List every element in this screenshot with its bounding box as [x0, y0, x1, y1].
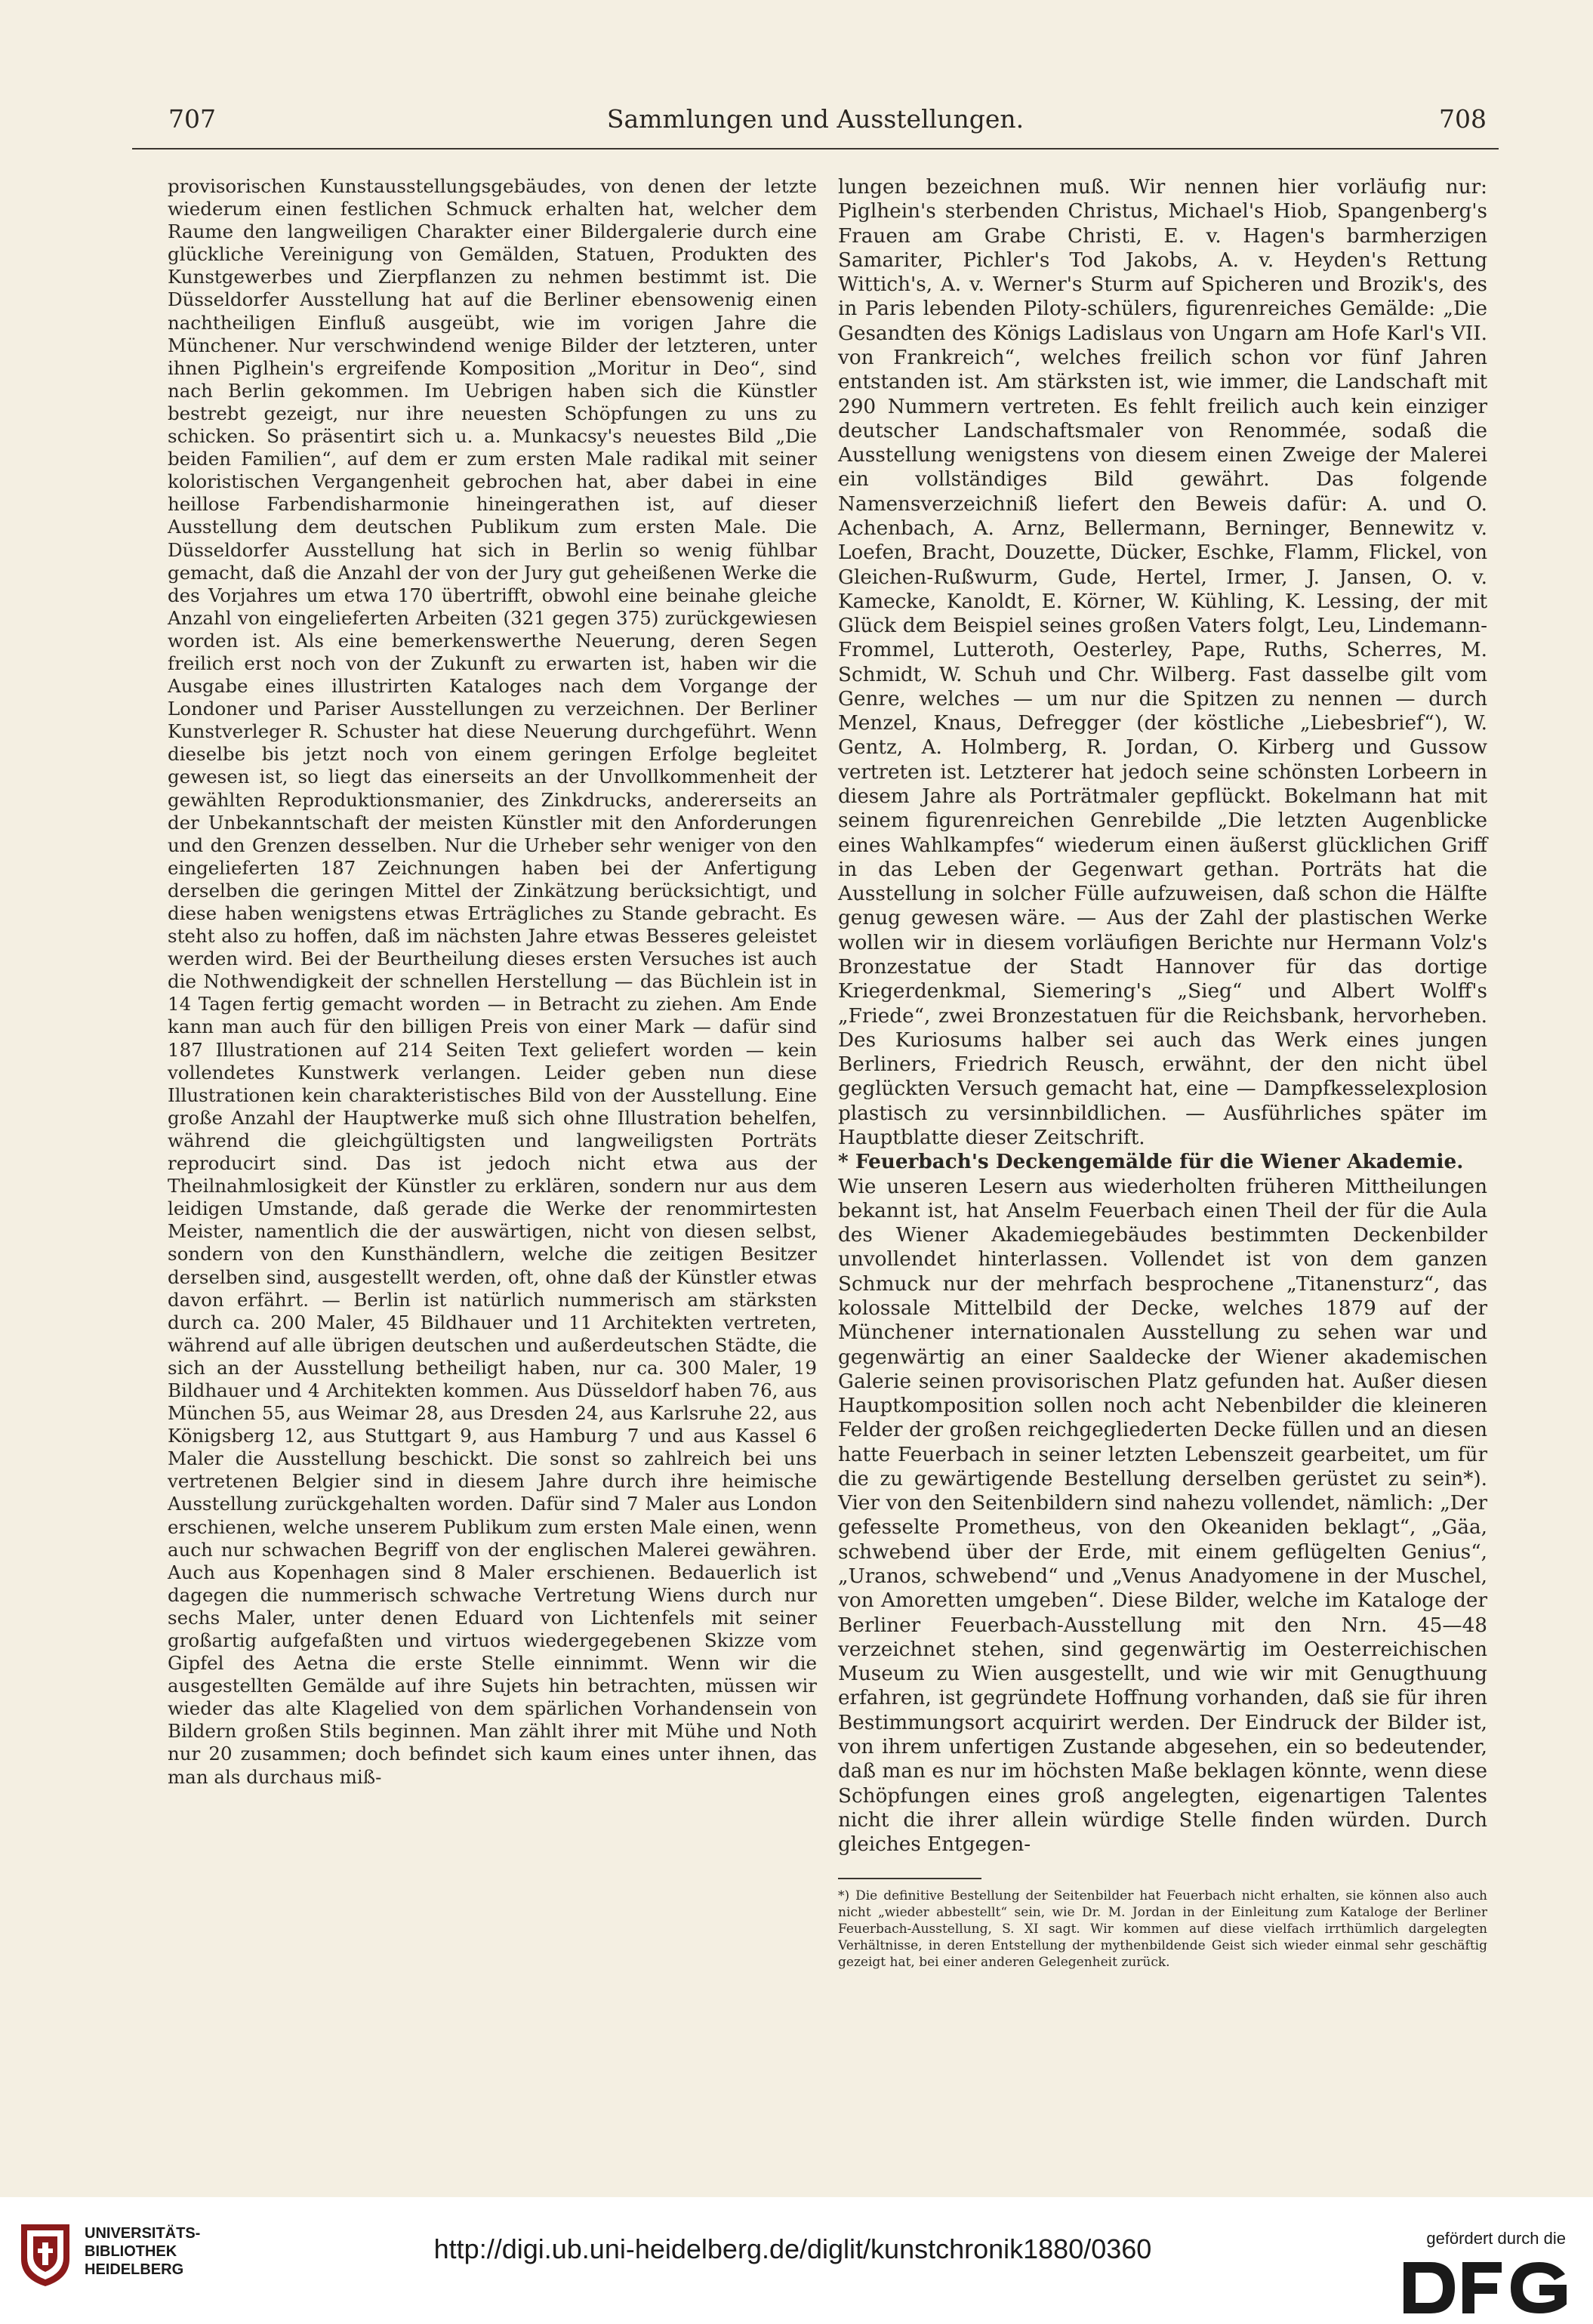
paragraph: provisorischen Kunstausstellungsgebäudes, von denen der letzte wiederum einen festlichen Schmuck erhalten hat, welcher dem Raume den langweiligen Charakter einer Bildergalerie durch eine glückliche Vereinigung von Gemälden, Statuen, Produkten des Kunstgewerbes und Zierpflanzen zu nehmen bestimmt ist. Die Düsseldorfer Ausstellung hat auf die Berliner ebensowenig einen nachtheiligen Einfluß ausgeübt, wie im vorigen Jahre die Münchener. Nur verschwindend wenige Bilder der letzteren, unter ihnen Piglhein's ergreifende Komposition „Moritur in Deo“, sind nach Berlin gekommen. Im Uebrigen haben sich die Künstler bestrebt gezeigt, nur ihre neuesten Schöpfungen zu uns zu schicken. So präsentirt sich u. a. Munkacsy's neuestes Bild „Die beiden Familien“, auf dem er zum ersten Male radikal mit seiner koloristischen Vergangenheit gebrochen hat, aber dabei in eine heillose Farbendisharmonie hineingerathen ist, auf dieser Ausstellung dem deutschen Publikum zum ersten Male. Die Düsseldorfer Ausstellung hat sich in Berlin so wenig fühlbar gemacht, daß die Anzahl der von der Jury gut geheißenen Werke die des Vorjahres um etwa 170 übertrifft, obwohl eine beinahe gleiche Anzahl von eingelieferten Arbeiten (321 gegen 375) zurückgewiesen worden ist. Als eine bemerkenswerthe Neuerung, deren Segen freilich erst noch von der Zukunft zu erwarten ist, haben wir die Ausgabe eines illustrirten Kataloges nach dem Vorgange der Londoner und Pariser Ausstellungen zu verzeichnen. Der Berliner Kunstverleger R. Schuster hat diese Neuerung durchgeführt. Wenn dieselbe bis jetzt noch von einem geringen Erfolge begleitet gewesen ist, so liegt das einerseits an der Unvollkommenheit der gewählten Reproduktionsmanier, des Zinkdrucks, andererseits an der Unbekanntschaft der meisten Künstler mit den Anforderungen und den Grenzen desselben. Nur die Urheber sehr weniger von den eingelieferten 187 Zeichnungen haben bei der Anfertigung derselben die geringen Mittel der Zinkätzung berücksichtigt, und diese haben wenigstens etwas Erträgliches zu Stande gebracht. Es steht also zu hoffen, daß im nächsten Jahre etwas Besseres geleistet werden wird. Bei der Beurtheilung dieses ersten Versuches ist auch die Nothwendigkeit der schnellen Herstellung — das Büchlein ist in 14 Tagen fertig gemacht worden — in Betracht zu ziehen. Am Ende kann man auch für den billigen Preis von einer Mark — dafür sind 187 Illustrationen auf 214 Seiten Text geliefert worden — kein vollendetes Kunstwerk verlangen. Leider geben nun diese Illustrationen kein charakteristisches Bild von der Ausstellung. Eine große Anzahl der Hauptwerke muß sich ohne Illustration behelfen, während die gleichgültigsten und langweiligsten Porträts reproducirt sind. Das ist jedoch nicht etwa aus der Theilnahmlosigkeit der Künstler zu erklären, sondern nur aus dem leidigen Umstande, daß gerade die Werke der renommirtesten Meister, namentlich die der auswärtigen, nicht von diesen selbst, sondern von den Kunsthändlern, welche die zeitigen Besitzer derselben sind, ausgestellt werden, oft, ohne daß der Künstler etwas davon erfährt. — Berlin ist natürlich nummerisch am stärksten durch ca. 200 Maler, 45 Bildhauer und 11 Architekten vertreten, während auf alle übrigen deutschen und außerdeutschen Städte, die sich an der Ausstellung betheiligt haben, nur ca. 300 Maler, 19 Bildhauer und 4 Architekten kommen. Aus Düsseldorf haben 76, aus München 55, aus Weimar 28, aus Dresden 24, aus Karlsruhe 22, aus Königsberg 12, aus Stuttgart 9, aus Hamburg 7 und aus Kassel 6 Maler die Ausstellung beschickt. Die sonst so zahlreich bei uns vertretenen Belgier sind in diesem Jahre durch ihre heimische Ausstellung zurückgehalten worden. Dafür sind 7 Maler aus London erschienen, welche unserem Publikum zum ersten Male einen, wenn auch nur schwachen Begriff von der englischen Malerei gewähren. Auch aus Kopenhagen sind 8 Maler erschienen. Bedauerlich ist dagegen die nummerisch schwache Vertretung Wiens durch nur sechs Maler, unter denen Eduard von Lichtenfels mit seiner großartig aufgefaßten und virtuos wiedergegebenen Skizze vom Gipfel des Aetna die erste Stelle einnimmt. Wenn wir die ausgestellten Gemälde auf ihre Sujets hin betrachten, müssen wir wieder das alte Klagelied von dem spärlichen Vorhandensein von Bildern großen Stils beginnen. Man zählt ihrer mit Mühe und Noth nur 20 zusammen; doch befindet sich kaum eines unter ihnen, das man als durchaus miß-	[168, 175, 817, 1788]
paragraph: lungen bezeichnen muß. Wir nennen hier vorläufig nur: Piglhein's sterbenden Christus, Michael's Hiob, Spangenberg's Frauen am Grabe Christi, E. v. Hagen's barmherzigen Samariter, Pichler's Tod Jakobs, A. v. Heyden's Rettung Wittich's, A. v. Werner's Sturm auf Spicheren und Brozik's, des in Paris lebenden Piloty-schülers, figurenreiches Gemälde: „Die Gesandten des Königs Ladislaus von Ungarn am Hofe Karl's VII. von Frankreich“, welches freilich schon vor fünf Jahren entstanden ist. Am stärksten ist, wie immer, die Landschaft mit 290 Nummern vertreten. Es fehlt freilich auch kein einziger deutscher Landschaftsmaler von Renommée, sodaß die Ausstellung wenigstens von diesem einen Zweige der Malerei ein vollständiges Bild gewährt. Das folgende Namensverzeichniß liefert den Beweis dafür: A. und O. Achenbach, A. Arnz, Bellermann, Berninger, Bennewitz v. Loefen, Bracht, Douzette, Dücker, Eschke, Flamm, Flickel, von Gleichen-Rußwurm, Gude, Hertel, Irmer, J. Jansen, O. v. Kamecke, Kanoldt, E. Körner, W. Kühling, K. Lessing, der mit Glück dem Beispiel seines großen Vaters folgt, Leu, Lindemann-Frommel, Lutteroth, Oesterley, Pape, Ruths, Scherres, M. Schmidt, W. Schuh und Chr. Wilberg. Fast dasselbe gilt vom Genre, welches — um nur die Spitzen zu nennen — durch Menzel, Knaus, Defregger (der köstliche „Liebesbrief“), W. Gentz, A. Holmberg, R. Jordan, O. Kirberg und Gussow vertreten ist. Letzterer hat jedoch seine schönsten Lorbeern in diesem Jahre als Porträtmaler gepflückt. Bokelmann hat mit seinem figurenreichen Genrebilde „Die letzten Augenblicke eines Wahlkampfes“ wiederum einen äußerst glücklichen Griff in das Leben der Gegenwart gethan. Porträts hat die Ausstellung in solcher Fülle aufzuweisen, daß schon die Hälfte genug gewesen wäre. — Aus der Zahl der plastischen Werke wollen wir in diesem vorläufigen Berichte nur Hermann Volz's Bronzestatue der Stadt Hannover für das dortige Kriegerdenkmal, Siemering's „Sieg“ und Albert Wolff's „Friede“, zwei Bronzestatuen für die Reichsbank, hervorheben. Des Kuriosums halber sei auch das Werk eines jungen Berliners, Friedrich Reusch, erwähnt, der den nicht übel geglückten Versuch gemacht hat, eine — Dampfkesselexplosion plastisch zu versinnbildlichen. — Ausführliches später im Hauptblatte dieser Zeitschrift.	[838, 176, 1487, 1149]
page-header	[132, 98, 1499, 151]
text-column-left	[168, 175, 817, 2123]
dfg-logo-icon	[1400, 2258, 1570, 2318]
page-number-right: 708	[1439, 104, 1487, 134]
text-column-right	[838, 175, 1487, 1857]
footnote: *) Die definitive Bestellung der Seitenbilder hat Feuerbach nicht erhalten, sie können also auch nicht „wieder abbestellt“ sein, wie Dr. M. Jordan in der Einleitung zum Kataloge der Berliner Feuerbach-Ausstellung, S. XI sagt. Wir kommen auf diese vielfach irrthümlich dargelegten Verhältnisse, in deren Entstellung der mythenbildende Geist sich wieder einmal sehr geschäftig gezeigt hat, bei einer anderen Gelegenheit zurück.	[838, 1888, 1487, 1970]
footnote-rule	[838, 1878, 981, 1879]
section-heading: * Feuerbach's Deckengemälde für die Wiener Akademie.	[838, 1150, 1464, 1174]
funded-by-label: gefördert durch die	[1426, 2229, 1566, 2248]
header-rule	[132, 148, 1499, 149]
paragraph: Wie unseren Lesern aus wiederholten früheren Mittheilungen bekannt ist, hat Anselm Feuerbach einen Theil der für die Aula des Wiener Akademiegebäudes bestimmten Deckenbilder unvollendet hinterlassen. Vollendet ist von dem ganzen Schmuck nur der mehrfach besprochene „Titanensturz“, das kolossale Mittelbild der Decke, welches 1879 auf der Münchener internationalen Ausstellung zu sehen war und gegenwärtig an einer Saaldecke der Wiener akademischen Galerie seinen provisorischen Platz gefunden hat. Außer diesen Hauptkomposition sollen noch acht Nebenbilder die kleineren Felder der großen reichgegliederten Decke füllen und an diesen hatte Feuerbach in seiner letzten Lebenszeit gearbeitet, um für die zu gewärtigende Bestellung derselben gerüstet zu sein*). Vier von den Seitenbildern sind nahezu vollendet, nämlich: „Der gefesselte Prometheus, von den Okeaniden beklagt“, „Gäa, schwebend über der Erde, mit einem geflügelten Genius“, „Uranos, schwebend“ und „Venus Anadyomene in der Muschel, von Amoretten umgeben“. Diese Bilder, welche im Kataloge der Berliner Feuerbach-Ausstellung mit den Nrn. 45—48 verzeichnet stehen, sind gegenwärtig im Oesterreichischen Museum zu Wien ausgestellt, und wie wir mit Genugthuung erfahren, ist gegründete Hoffnung vorhanden, daß sie für ihren Bestimmungsort acquirirt werden. Der Eindruck der Bilder ist, von ihrem unfertigen Zustande abgesehen, ein so bedeutender, daß man es nur im höchsten Maße beklagen könnte, wenn diese Schöpfungen eines groß angelegten, eigenartigen Talentes nicht die ihrer allein würdige Stelle finden würden. Durch gleiches Entgegen-	[838, 1175, 1487, 1857]
heidelberg-university-seal-icon	[15, 2220, 75, 2289]
source-url-link[interactable]: http://digi.ub.uni-heidelberg.de/diglit/kunstchronik1880/0360	[433, 2233, 1152, 2264]
institution-name: UNIVERSITÄTS- BIBLIOTHEK HEIDELBERG	[85, 2225, 201, 2278]
page-number-left: 707	[168, 104, 216, 134]
running-title: Sammlungen und Ausstellungen.	[606, 104, 1025, 134]
